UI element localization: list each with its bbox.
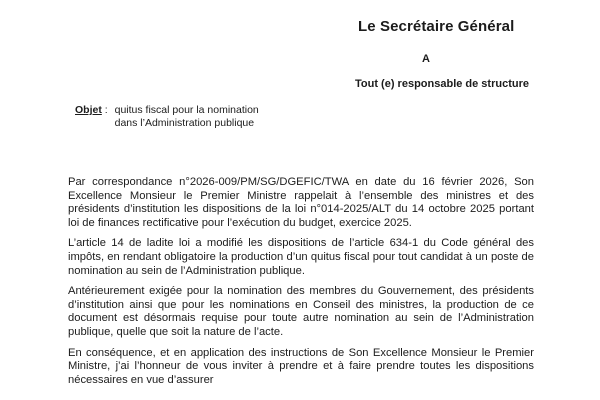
subject-line-1: quitus fiscal pour la nomination	[114, 104, 259, 116]
body-paragraph-1: Par correspondance n°2026-009/PM/SG/DGEFIC/TWA en date du 16 février 2026, Son Excellence Monsieur le Premier Ministre rappelait à l’ensemble des ministres et des présidents d’institution les dispositions de la loi n°014-2025/ALT du 14 octobre 2025 portant loi de finances rectificative pour l’exécution du budget, exercice 2025.	[68, 176, 534, 229]
subject-line-2: dans l’Administration publique	[114, 117, 255, 129]
addressee-marker: A	[422, 53, 430, 65]
sender-title: Le Secrétaire Général	[358, 18, 515, 35]
letter-body	[68, 176, 534, 394]
recipient-line: Tout (e) responsable de structure	[355, 78, 529, 90]
subject-separator: :	[101, 104, 108, 116]
body-paragraph-3: Antérieurement exigée pour la nomination des membres du Gouvernement, des présidents d’institution ainsi que pour les nominations en Conseil des ministres, la production de ce document est désormais requise pour toute autre nomination au sein de l’Administration publique, quelle que soit la nature de l’acte.	[68, 285, 534, 338]
body-paragraph-4: En conséquence, et en application des instructions de Son Excellence Monsieur le Premier Ministre, j’ai l’honneur de vous inviter à prendre et à faire prendre toutes les dispositions nécessaires en vue d’assurer	[68, 346, 534, 386]
body-paragraph-2: L’article 14 de ladite loi a modifié les dispositions de l’article 634-1 du Code général des impôts, en rendant obligatoire la production d’un quitus fiscal pour tout candidat à un poste de nomination au sein de l’Administration publique.	[68, 237, 534, 277]
subject-block	[75, 104, 259, 130]
subject-label: Objet	[75, 104, 102, 116]
subject-text	[115, 104, 259, 130]
